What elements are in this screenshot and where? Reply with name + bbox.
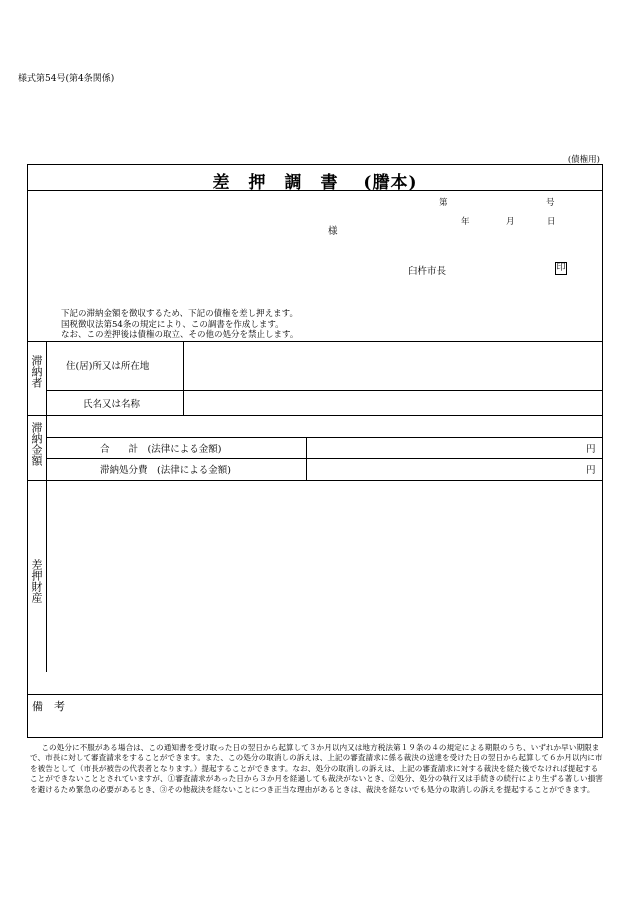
delinquent-amount-section-label: 滞納金額 [30,422,43,466]
remarks-label: 備 考 [32,700,65,713]
document-number-suffix: 号 [546,198,555,208]
document-number-prefix: 第 [439,198,448,208]
name-label: 氏名又は名称 [83,399,141,410]
address-label: 住(居)所又は所在地 [66,361,150,372]
title-main: 差押調書 [212,173,357,193]
seal-mark: 印 [556,263,566,273]
statement-line: 国税徴収法第54条の規定により、この調書を作成します。 [61,319,284,330]
delinquent-person-section-label: 滞納者 [30,355,43,388]
processing-cost-label: 滞納処分費 (法律による金額) [100,465,231,476]
date-year: 年 [461,217,470,227]
title-divider [28,190,602,191]
addressee-honorific: 様 [328,226,338,237]
form-type-note: (債権用) [567,155,600,165]
statement-line: 下記の滞納金額を徴収するため、下記の債権を差し押えます。 [61,309,298,319]
statement-block [61,309,298,341]
processing-cost-currency: 円 [586,465,596,476]
statement-line: なお、この差押後は債権の取立、その他の処分を禁止します。 [61,330,299,340]
date-month: 月 [506,217,515,227]
seized-property-section-label: 差押財産 [30,559,43,603]
total-amount-currency: 円 [586,444,596,455]
appeal-notice: この処分に不服がある場合は、この通知書を受け取った日の翌日から起算して３か月以内又は地方税法第１９条の４の規定による期限のうち、いずれか早い期限まで、市長に対して審査請求をすることができます。また、この処分の取消しの訴えは、上記の審査請求に係る裁決の送達を受けた日の翌日から起算して６か月以内に市を被告として（市長が被告の代表者となります。）提起することができます。なお、処分の取消しの訴えは、上記の審査請求に対する裁決を経た後でなければ提起することができないこととされていますが、①審査請求があった日から３か月を経過しても裁決がないとき、②処分、処分の執行又は手続きの続行により生ずる著しい損害を避けるため緊急の必要があるとき、③その他裁決を経ないことにつき正当な理由があるときは、裁決を経ないでも処分の取消しの訴えを提起することができます。 [30,743,603,794]
issuer-name: 臼杵市長 [408,266,447,277]
date-day: 日 [547,217,556,227]
title-suffix: (謄本) [363,173,418,193]
total-amount-label: 合 計 (法律による金額) [100,444,222,455]
seizure-record-form [27,164,603,738]
form-number: 様式第54号(第4条関係) [18,74,115,84]
